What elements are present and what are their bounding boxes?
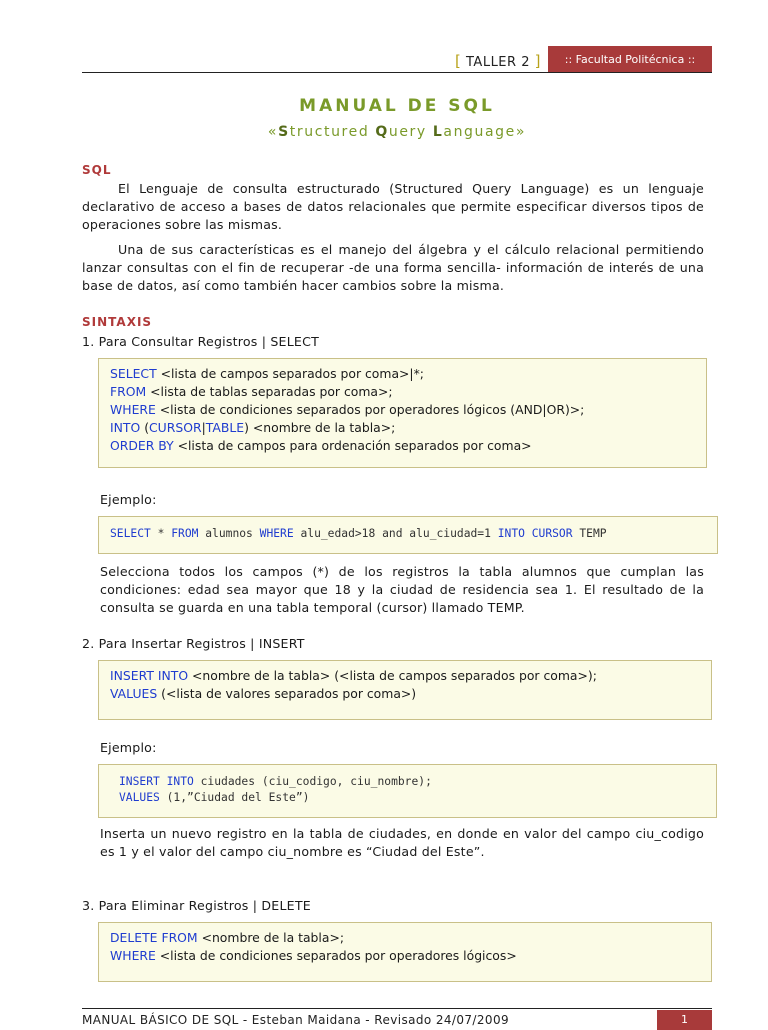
select-line-3-text: <lista de condiciones separados por operadores lógicos (AND|OR)>; <box>155 402 585 417</box>
taller-text: TALLER 2 <box>466 55 530 70</box>
ex-insert-text-2: (1,”Ciudad del Este”) <box>159 791 310 804</box>
keyword-insert-into: INSERT INTO <box>110 668 189 683</box>
ex-keyword-insert-into: INSERT INTO <box>119 775 194 788</box>
select-line-1 <box>110 365 706 383</box>
page-number: 1 <box>657 1010 712 1030</box>
subtitle-close: » <box>515 124 527 140</box>
footer-text: MANUAL BÁSICO DE SQL - Esteban Maidana - Revisado 24/07/2009 <box>82 1013 510 1027</box>
ex-keyword-select: SELECT <box>110 527 151 540</box>
insert-example-label: Ejemplo: <box>100 740 157 755</box>
insert-example-box <box>98 764 717 818</box>
select-explanation: Selecciona todos los campos (*) de los registros la tabla alumnos que cumplan las condiciones: edad sea mayor que 18 y la ciudad de residencia sea 1. El resultado de la consulta se guarda en una tabla temporal (cursor) llamado TEMP. <box>100 564 704 615</box>
subtitle-s: S <box>278 124 290 140</box>
bracket-left: [ <box>455 52 462 70</box>
document-title: MANUAL DE SQL <box>299 96 495 116</box>
select-line-4-sep: | <box>201 420 206 435</box>
keyword-table: TABLE <box>205 420 245 435</box>
keyword-values: VALUES <box>110 686 158 701</box>
select-line-5-text: <lista de campos para ordenación separados por coma> <box>173 438 532 453</box>
delete-line-1 <box>110 929 711 947</box>
select-line-1-text: <lista de campos separados por coma>|*; <box>156 366 424 381</box>
insert-example-line-1 <box>119 774 716 790</box>
select-line-3 <box>110 401 706 419</box>
insert-line-2 <box>110 685 711 703</box>
select-title: 1. Para Consultar Registros | SELECT <box>82 334 319 349</box>
section-heading-sintaxis: SINTAXIS <box>82 315 153 329</box>
keyword-cursor: CURSOR <box>149 420 202 435</box>
insert-explanation: Inserta un nuevo registro en la tabla de ciudades, en donde en valor del campo ciu_codigo es 1 y el valor del campo ciu_nombre es “Ciudad del Este”. <box>100 826 704 859</box>
subtitle-open: « <box>267 124 279 140</box>
header-rule <box>82 72 712 73</box>
insert-line-2-text: (<lista de valores separados por coma>) <box>157 686 417 701</box>
ex-keyword-into-cursor: INTO CURSOR <box>497 527 573 540</box>
keyword-from: FROM <box>110 384 147 399</box>
header-facultad-badge: :: Facultad Politécnica :: <box>548 46 712 73</box>
delete-line-1-text: <nombre de la tabla>; <box>197 930 345 945</box>
keyword-select: SELECT <box>110 366 157 381</box>
bracket-right: ] <box>534 52 541 70</box>
ex-text-4: TEMP <box>572 527 607 540</box>
delete-syntax-box <box>98 922 712 982</box>
insert-line-1 <box>110 667 711 685</box>
select-line-5 <box>110 437 706 455</box>
keyword-order-by: ORDER BY <box>110 438 174 453</box>
ex-text-2: alumnos <box>198 527 260 540</box>
delete-line-2-text: <lista de condiciones separados por operadores lógicos> <box>155 948 517 963</box>
document-subtitle <box>82 124 712 140</box>
footer-rule <box>82 1008 712 1009</box>
keyword-delete-from: DELETE FROM <box>110 930 198 945</box>
select-example-label: Ejemplo: <box>100 492 157 507</box>
ex-keyword-where: WHERE <box>259 527 294 540</box>
ex-keyword-values: VALUES <box>119 791 160 804</box>
section-heading-sql: SQL <box>82 163 112 177</box>
select-line-2 <box>110 383 706 401</box>
select-example-box <box>98 516 718 554</box>
ex-insert-text-1: ciudades (ciu_codigo, ciu_nombre); <box>193 775 432 788</box>
sql-paragraph-2: Una de sus características es el manejo del álgebra y el cálculo relacional permitiendo lanzar consultas con el fin de recuperar -de una forma sencilla- información de interés de una base de datos, así como también hacer cambios sobre la misma. <box>82 242 704 293</box>
subtitle-l-rest: anguage <box>443 124 516 140</box>
select-line-4-text-b: ) <nombre de la tabla>; <box>244 420 396 435</box>
delete-line-2 <box>110 947 711 965</box>
subtitle-l: L <box>432 124 444 140</box>
ex-text-3: alu_edad>18 and alu_ciudad=1 <box>293 527 498 540</box>
select-line-4-text-a: ( <box>140 420 150 435</box>
keyword-where: WHERE <box>110 402 156 417</box>
select-syntax-box <box>98 358 707 468</box>
keyword-where-delete: WHERE <box>110 948 156 963</box>
ex-keyword-from: FROM <box>171 527 199 540</box>
subtitle-q: Q <box>375 124 389 140</box>
subtitle-q-rest: uery <box>388 124 433 140</box>
header-taller-label <box>455 52 541 70</box>
select-line-4 <box>110 419 706 437</box>
select-line-2-text: <lista de tablas separadas por coma>; <box>146 384 393 399</box>
keyword-into: INTO <box>110 420 141 435</box>
delete-title: 3. Para Eliminar Registros | DELETE <box>82 898 311 913</box>
insert-line-1-text: <nombre de la tabla> (<lista de campos separados por coma>); <box>188 668 597 683</box>
insert-title: 2. Para Insertar Registros | INSERT <box>82 636 305 651</box>
insert-syntax-box <box>98 660 712 720</box>
insert-example-line-2 <box>119 790 716 806</box>
subtitle-s-rest: tructured <box>289 124 376 140</box>
ex-text-1: * <box>150 527 172 540</box>
sql-paragraph-1: El Lenguaje de consulta estructurado (Structured Query Language) es un lenguaje declarativo de acceso a bases de datos relacionales que permite especificar diversos tipos de operaciones sobre las mismas. <box>82 181 704 232</box>
